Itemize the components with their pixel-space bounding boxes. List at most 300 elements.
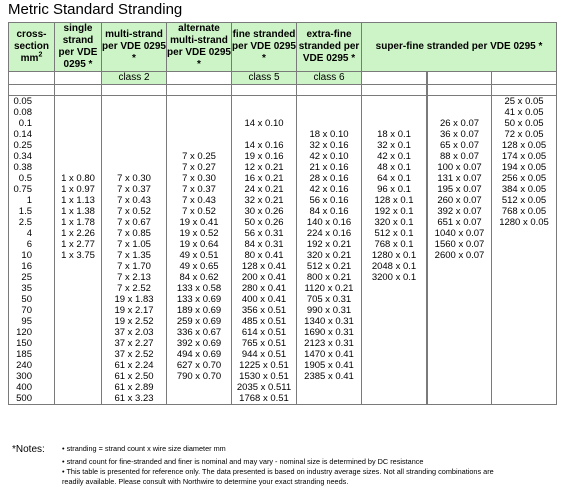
table-cell: 1470 x 0.41 xyxy=(297,349,362,360)
table-cell: 7 x 0.37 xyxy=(167,184,232,195)
table-cell: 224 x 0.16 xyxy=(297,228,362,239)
notes-heading: *Notes: xyxy=(12,444,45,455)
table-cell: 140 x 0.16 xyxy=(297,217,362,228)
table-cell: 7 x 0.27 xyxy=(167,162,232,173)
cross-section-cell: 1 xyxy=(9,195,55,206)
table-row xyxy=(9,184,557,195)
table-cell xyxy=(492,338,557,349)
table-cell xyxy=(55,294,102,305)
table-cell: 2385 x 0.41 xyxy=(297,371,362,382)
table-cell xyxy=(362,338,427,349)
table-cell xyxy=(428,96,492,108)
cross-section-cell: 16 xyxy=(9,261,55,272)
table-cell: 192 x 0.21 xyxy=(297,239,362,250)
table-cell: 7 x 0.52 xyxy=(167,206,232,217)
table-cell xyxy=(428,272,492,283)
table-row xyxy=(9,261,557,272)
cross-section-cell: 6 xyxy=(9,239,55,250)
table-row xyxy=(9,382,557,393)
table-row xyxy=(9,294,557,305)
table-cell: 512 x 0.21 xyxy=(297,261,362,272)
cross-section-cell: 240 xyxy=(9,360,55,371)
spacer-row xyxy=(9,85,557,96)
table-cell xyxy=(55,305,102,316)
table-cell: 30 x 0.26 xyxy=(232,206,297,217)
page-title: Metric Standard Stranding xyxy=(8,1,183,18)
table-cell: 765 x 0.51 xyxy=(232,338,297,349)
table-cell: 128 x 0.1 xyxy=(362,195,427,206)
table-cell xyxy=(102,151,167,162)
table-row xyxy=(9,393,557,405)
table-cell: 7 x 0.25 xyxy=(167,151,232,162)
table-cell: 400 x 0.41 xyxy=(232,294,297,305)
table-cell: 336 x 0.67 xyxy=(167,327,232,338)
table-row xyxy=(9,140,557,151)
table-row xyxy=(9,327,557,338)
table-cell xyxy=(102,162,167,173)
table-cell: 2600 x 0.07 xyxy=(428,250,492,261)
table-row xyxy=(9,118,557,129)
table-cell: 7 x 0.43 xyxy=(167,195,232,206)
table-cell xyxy=(55,107,102,118)
table-cell xyxy=(492,371,557,382)
table-cell: 192 x 0.1 xyxy=(362,206,427,217)
note-line: • strand count for fine-stranded and finer is nominal and may vary - nominal size is determined by DC resistance xyxy=(62,457,424,466)
table-row xyxy=(9,107,557,118)
table-cell xyxy=(492,305,557,316)
table-cell xyxy=(492,349,557,360)
cross-section-cell: 0.1 xyxy=(9,118,55,129)
table-cell xyxy=(232,96,297,108)
table-cell: 61 x 2.89 xyxy=(102,382,167,393)
table-cell: 7 x 0.30 xyxy=(167,173,232,184)
table-cell: 768 x 0.1 xyxy=(362,239,427,250)
table-cell xyxy=(55,151,102,162)
table-cell: 49 x 0.51 xyxy=(167,250,232,261)
table-cell: 494 x 0.69 xyxy=(167,349,232,360)
table-row xyxy=(9,283,557,294)
table-cell xyxy=(55,129,102,140)
table-cell xyxy=(362,118,427,129)
table-cell xyxy=(167,107,232,118)
table-cell: 3200 x 0.1 xyxy=(362,272,427,283)
table-cell: 7 x 0.30 xyxy=(102,173,167,184)
table-cell xyxy=(362,107,427,118)
table-cell: 1 x 3.75 xyxy=(55,250,102,261)
table-cell: 42 x 0.1 xyxy=(362,151,427,162)
cross-section-cell: 95 xyxy=(9,316,55,327)
table-cell: 260 x 0.07 xyxy=(428,195,492,206)
table-cell xyxy=(55,283,102,294)
header-extra-fine-stranded: extra-fine stranded per VDE 0295 * xyxy=(297,23,362,72)
table-cell: 1 x 1.78 xyxy=(55,217,102,228)
cross-section-cell: 70 xyxy=(9,305,55,316)
header-super-fine-stranded: super-fine stranded per VDE 0295 * xyxy=(362,23,557,72)
table-cell: 1 x 1.13 xyxy=(55,195,102,206)
table-cell: 28 x 0.16 xyxy=(297,173,362,184)
table-cell xyxy=(55,316,102,327)
cross-section-cell: 35 xyxy=(9,283,55,294)
table-cell: 392 x 0.69 xyxy=(167,338,232,349)
table-cell xyxy=(428,360,492,371)
table-cell: 1 x 1.38 xyxy=(55,206,102,217)
table-cell: 1280 x 0.05 xyxy=(492,217,557,228)
table-cell: 512 x 0.1 xyxy=(362,228,427,239)
table-cell: 189 x 0.69 xyxy=(167,305,232,316)
table-cell: 61 x 2.50 xyxy=(102,371,167,382)
table-cell: 1 x 0.80 xyxy=(55,173,102,184)
table-cell: 16 x 0.21 xyxy=(232,173,297,184)
table-cell: 1768 x 0.51 xyxy=(232,393,297,405)
cross-section-cell: 0.34 xyxy=(9,151,55,162)
table-cell: 12 x 0.21 xyxy=(232,162,297,173)
table-cell xyxy=(102,107,167,118)
table-cell xyxy=(428,294,492,305)
table-cell: 48 x 0.1 xyxy=(362,162,427,173)
table-cell: 356 x 0.51 xyxy=(232,305,297,316)
cross-section-cell: 0.75 xyxy=(9,184,55,195)
table-cell: 72 x 0.05 xyxy=(492,129,557,140)
table-cell xyxy=(428,349,492,360)
table-cell xyxy=(55,96,102,108)
table-cell: 42 x 0.16 xyxy=(297,184,362,195)
cross-section-cell: 400 xyxy=(9,382,55,393)
table-cell xyxy=(362,283,427,294)
table-row xyxy=(9,217,557,228)
table-cell: 49 x 0.65 xyxy=(167,261,232,272)
table-cell: 18 x 0.1 xyxy=(362,129,427,140)
table-cell: 64 x 0.1 xyxy=(362,173,427,184)
table-cell: 19 x 0.52 xyxy=(167,228,232,239)
table-cell: 84 x 0.62 xyxy=(167,272,232,283)
table-cell xyxy=(55,349,102,360)
table-cell xyxy=(492,250,557,261)
table-cell xyxy=(102,140,167,151)
table-cell: 174 x 0.05 xyxy=(492,151,557,162)
table-cell: 2123 x 0.31 xyxy=(297,338,362,349)
table-cell xyxy=(55,338,102,349)
table-cell xyxy=(55,393,102,405)
stranding-table xyxy=(8,22,557,405)
table-cell: 50 x 0.26 xyxy=(232,217,297,228)
table-cell xyxy=(232,129,297,140)
table-cell: 1 x 2.77 xyxy=(55,239,102,250)
table-row xyxy=(9,338,557,349)
header-alternate-multi-strand: alternate multi-strand per VDE 0295 * xyxy=(167,23,231,70)
table-cell xyxy=(55,382,102,393)
table-cell xyxy=(55,140,102,151)
table-cell xyxy=(55,360,102,371)
table-cell: 7 x 0.85 xyxy=(102,228,167,239)
table-cell xyxy=(428,382,492,393)
table-cell xyxy=(492,294,557,305)
table-row xyxy=(9,206,557,217)
table-cell: 1225 x 0.51 xyxy=(232,360,297,371)
table-cell: 7 x 2.52 xyxy=(102,283,167,294)
table-cell: 36 x 0.07 xyxy=(428,129,492,140)
table-cell: 200 x 0.41 xyxy=(232,272,297,283)
table-cell xyxy=(55,261,102,272)
table-cell: 944 x 0.51 xyxy=(232,349,297,360)
table-cell: 7 x 1.05 xyxy=(102,239,167,250)
table-cell: 320 x 0.1 xyxy=(362,217,427,228)
class-5-label: class 5 xyxy=(232,72,297,85)
table-cell: 790 x 0.70 xyxy=(167,371,232,382)
table-cell xyxy=(102,96,167,108)
table-cell: 37 x 2.52 xyxy=(102,349,167,360)
table-cell: 320 x 0.21 xyxy=(297,250,362,261)
table-cell xyxy=(492,283,557,294)
class-row xyxy=(9,72,557,85)
table-row xyxy=(9,151,557,162)
table-row xyxy=(9,195,557,206)
table-cell: 84 x 0.16 xyxy=(297,206,362,217)
table-cell: 1340 x 0.31 xyxy=(297,316,362,327)
table-cell: 21 x 0.16 xyxy=(297,162,362,173)
table-row xyxy=(9,228,557,239)
table-cell: 614 x 0.51 xyxy=(232,327,297,338)
table-cell: 19 x 0.64 xyxy=(167,239,232,250)
table-cell: 194 x 0.05 xyxy=(492,162,557,173)
table-cell: 7 x 2.13 xyxy=(102,272,167,283)
table-cell xyxy=(167,393,232,405)
table-cell: 384 x 0.05 xyxy=(492,184,557,195)
table-cell: 128 x 0.41 xyxy=(232,261,297,272)
cross-section-cell: 0.14 xyxy=(9,129,55,140)
table-cell: 259 x 0.69 xyxy=(167,316,232,327)
table-row xyxy=(9,360,557,371)
table-cell: 24 x 0.21 xyxy=(232,184,297,195)
table-cell: 7 x 1.70 xyxy=(102,261,167,272)
table-row xyxy=(9,173,557,184)
table-row xyxy=(9,349,557,360)
table-cell: 705 x 0.31 xyxy=(297,294,362,305)
note-line: readily available. Please consult with Northwire to determine your exact stranding needs. xyxy=(62,477,349,486)
table-cell: 7 x 0.37 xyxy=(102,184,167,195)
table-cell: 19 x 2.17 xyxy=(102,305,167,316)
cross-section-cell: 25 xyxy=(9,272,55,283)
table-cell xyxy=(232,107,297,118)
table-cell: 32 x 0.1 xyxy=(362,140,427,151)
table-cell: 131 x 0.07 xyxy=(428,173,492,184)
table-cell xyxy=(428,305,492,316)
table-cell: 80 x 0.41 xyxy=(232,250,297,261)
table-cell: 88 x 0.07 xyxy=(428,151,492,162)
table-cell: 18 x 0.10 xyxy=(297,129,362,140)
table-cell xyxy=(362,327,427,338)
cross-section-cell: 0.05 xyxy=(9,96,55,108)
table-cell: 651 x 0.07 xyxy=(428,217,492,228)
table-cell: 1530 x 0.51 xyxy=(232,371,297,382)
cross-section-cell: 185 xyxy=(9,349,55,360)
table-cell: 19 x 1.83 xyxy=(102,294,167,305)
note-line: • stranding = strand count x wire size diameter mm xyxy=(62,444,226,453)
table-cell xyxy=(102,129,167,140)
table-cell xyxy=(492,360,557,371)
note-line: • This table is presented for reference only. The data presented is based on industry average sizes. Not all stranding combinations are xyxy=(62,467,494,476)
table-cell: 26 x 0.07 xyxy=(428,118,492,129)
table-cell xyxy=(492,393,557,405)
table-cell: 2048 x 0.1 xyxy=(362,261,427,272)
table-cell xyxy=(492,382,557,393)
table-cell: 50 x 0.05 xyxy=(492,118,557,129)
table-cell xyxy=(428,338,492,349)
table-cell xyxy=(362,294,427,305)
table-cell xyxy=(428,261,492,272)
table-cell: 19 x 0.41 xyxy=(167,217,232,228)
table-cell: 627 x 0.70 xyxy=(167,360,232,371)
table-cell xyxy=(428,107,492,118)
table-cell: 1560 x 0.07 xyxy=(428,239,492,250)
table-cell xyxy=(55,162,102,173)
cross-section-cell: 50 xyxy=(9,294,55,305)
table-cell: 19 x 2.52 xyxy=(102,316,167,327)
table-cell: 990 x 0.31 xyxy=(297,305,362,316)
table-row xyxy=(9,129,557,140)
table-cell: 65 x 0.07 xyxy=(428,140,492,151)
table-row xyxy=(9,305,557,316)
cross-section-cell: 300 xyxy=(9,371,55,382)
table-cell: 96 x 0.1 xyxy=(362,184,427,195)
header-cross-section: cross- section $mm^2$ xyxy=(9,23,55,72)
cross-section-cell: 0.25 xyxy=(9,140,55,151)
table-cell: 256 x 0.05 xyxy=(492,173,557,184)
table-cell xyxy=(428,327,492,338)
table-cell: 195 x 0.07 xyxy=(428,184,492,195)
table-cell xyxy=(362,349,427,360)
table-cell xyxy=(492,261,557,272)
table-row xyxy=(9,272,557,283)
header-multi-strand: multi-strand per VDE 0295 * xyxy=(102,23,167,72)
table-cell: 768 x 0.05 xyxy=(492,206,557,217)
table-cell xyxy=(297,107,362,118)
table-cell: 41 x 0.05 xyxy=(492,107,557,118)
table-cell: 32 x 0.16 xyxy=(297,140,362,151)
table-cell xyxy=(297,382,362,393)
table-cell: 1690 x 0.31 xyxy=(297,327,362,338)
table-cell: 392 x 0.07 xyxy=(428,206,492,217)
table-cell: 1905 x 0.41 xyxy=(297,360,362,371)
table-cell: 1040 x 0.07 xyxy=(428,228,492,239)
table-cell: 14 x 0.10 xyxy=(232,118,297,129)
table-cell: 19 x 0.16 xyxy=(232,151,297,162)
cross-section-cell: 0.5 xyxy=(9,173,55,184)
table-cell: 61 x 3.23 xyxy=(102,393,167,405)
cross-section-cell: 150 xyxy=(9,338,55,349)
table-cell xyxy=(297,393,362,405)
table-cell xyxy=(362,96,427,108)
table-cell: 800 x 0.21 xyxy=(297,272,362,283)
table-cell xyxy=(492,228,557,239)
table-cell: 7 x 0.43 xyxy=(102,195,167,206)
table-cell: 1 x 0.97 xyxy=(55,184,102,195)
table-cell: 128 x 0.05 xyxy=(492,140,557,151)
table-cell: 32 x 0.21 xyxy=(232,195,297,206)
table-cell xyxy=(102,118,167,129)
table-cell: 56 x 0.16 xyxy=(297,195,362,206)
cross-section-cell: 1.5 xyxy=(9,206,55,217)
table-cell: 2035 x 0.511 xyxy=(232,382,297,393)
table-cell xyxy=(297,96,362,108)
table-cell xyxy=(492,239,557,250)
table-cell: 1 x 2.26 xyxy=(55,228,102,239)
table-cell xyxy=(362,305,427,316)
table-cell xyxy=(362,360,427,371)
header-row xyxy=(9,23,557,72)
table-cell xyxy=(362,382,427,393)
table-cell: 133 x 0.69 xyxy=(167,294,232,305)
table-row xyxy=(9,316,557,327)
cross-section-cell: 0.38 xyxy=(9,162,55,173)
table-cell xyxy=(55,272,102,283)
header-single-strand: single strand per VDE 0295 * xyxy=(55,23,102,72)
table-row xyxy=(9,162,557,173)
table-cell xyxy=(492,327,557,338)
table-cell xyxy=(428,371,492,382)
table-cell xyxy=(297,118,362,129)
table-cell: 42 x 0.10 xyxy=(297,151,362,162)
table-cell: 7 x 1.35 xyxy=(102,250,167,261)
table-cell xyxy=(362,393,427,405)
table-cell xyxy=(167,140,232,151)
table-cell: 7 x 0.67 xyxy=(102,217,167,228)
table-cell: 61 x 2.24 xyxy=(102,360,167,371)
table-cell: 14 x 0.16 xyxy=(232,140,297,151)
table-cell: 25 x 0.05 xyxy=(492,96,557,108)
cross-section-cell: 4 xyxy=(9,228,55,239)
table-cell xyxy=(167,118,232,129)
cross-section-cell: 2.5 xyxy=(9,217,55,228)
table-row xyxy=(9,96,557,108)
cross-section-cell: 0.08 xyxy=(9,107,55,118)
table-cell xyxy=(55,371,102,382)
table-cell xyxy=(167,382,232,393)
table-cell xyxy=(428,393,492,405)
table-cell: 512 x 0.05 xyxy=(492,195,557,206)
table-row xyxy=(9,239,557,250)
cross-section-cell: 10 xyxy=(9,250,55,261)
table-cell: 133 x 0.58 xyxy=(167,283,232,294)
cross-section-cell: 500 xyxy=(9,393,55,405)
table-cell xyxy=(492,316,557,327)
table-cell: 100 x 0.07 xyxy=(428,162,492,173)
table-cell xyxy=(492,272,557,283)
table-cell: 56 x 0.31 xyxy=(232,228,297,239)
table-cell: 280 x 0.41 xyxy=(232,283,297,294)
table-cell xyxy=(167,129,232,140)
table-cell: 37 x 2.27 xyxy=(102,338,167,349)
table-cell xyxy=(167,96,232,108)
table-cell: 1120 x 0.21 xyxy=(297,283,362,294)
table-cell: 7 x 0.52 xyxy=(102,206,167,217)
table-row xyxy=(9,250,557,261)
table-cell xyxy=(428,316,492,327)
class-2-label: class 2 xyxy=(102,72,167,85)
class-6-label: class 6 xyxy=(297,72,362,85)
cross-section-cell: 120 xyxy=(9,327,55,338)
table-cell xyxy=(55,118,102,129)
table-cell xyxy=(362,316,427,327)
table-cell xyxy=(55,327,102,338)
table-cell: 1280 x 0.1 xyxy=(362,250,427,261)
header-fine-stranded: fine stranded per VDE 0295 * xyxy=(232,23,297,72)
table-row xyxy=(9,371,557,382)
table-cell: 485 x 0.51 xyxy=(232,316,297,327)
table-cell xyxy=(428,283,492,294)
table-cell xyxy=(362,371,427,382)
table-cell: 84 x 0.31 xyxy=(232,239,297,250)
table-cell: 37 x 2.03 xyxy=(102,327,167,338)
